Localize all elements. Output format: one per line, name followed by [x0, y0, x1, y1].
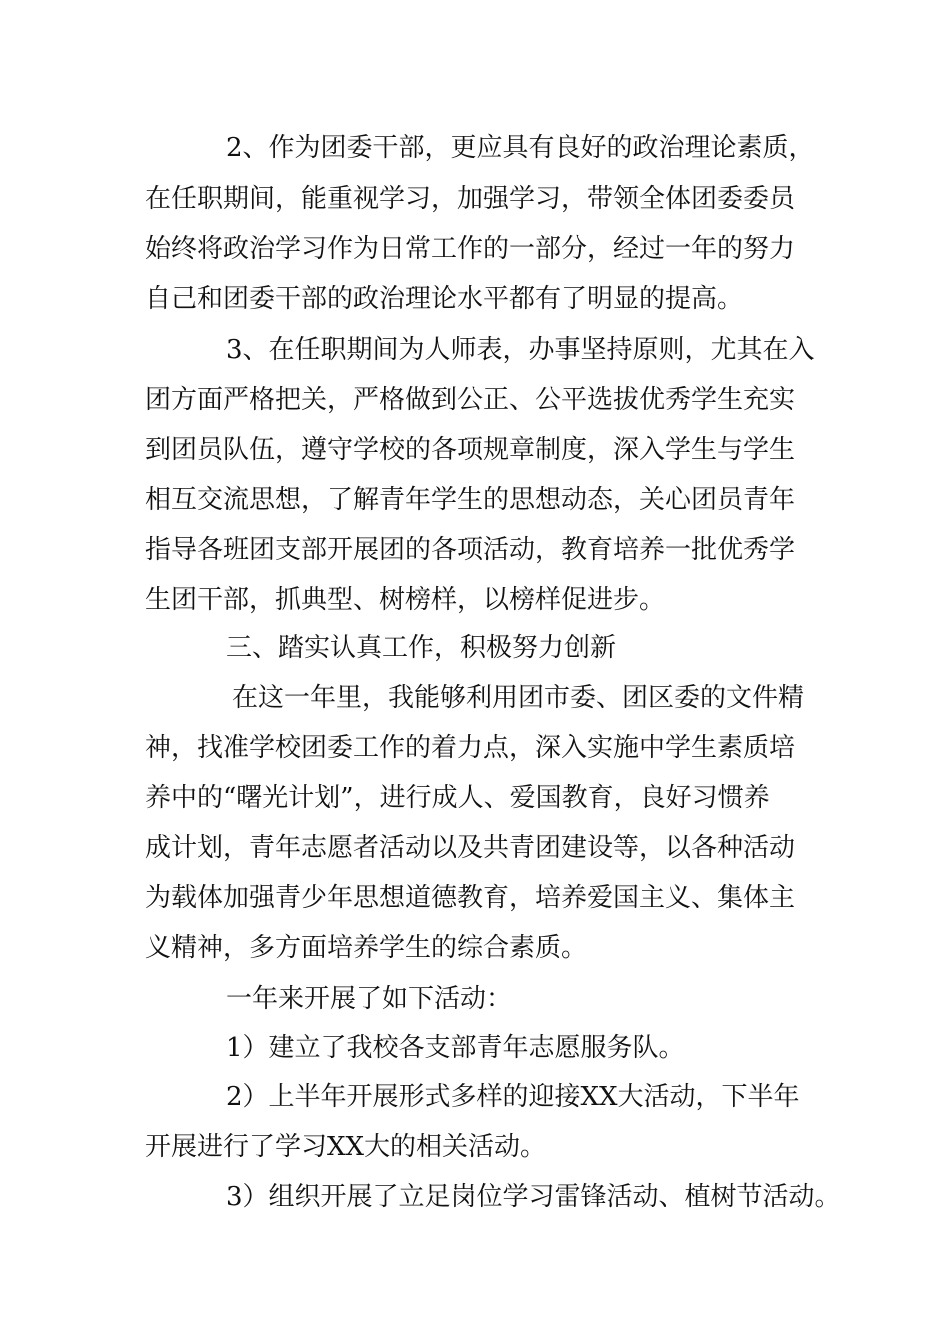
text-line-1: 2、作为团委干部，更应具有良好的政治理论素质，: [226, 133, 815, 163]
text-line-15: 成计划，青年志愿者活动以及共青团建设等，以各种活动: [145, 833, 796, 863]
list-item-2-cont: 开展进行了学习XX大的相关活动。: [145, 1132, 547, 1162]
text-line-4: 自己和团委干部的政治理论水平都有了明显的提高。: [145, 284, 744, 314]
text-line-2: 在任职期间，能重视学习，加强学习，带领全体团委委员: [145, 184, 796, 214]
text-line-16: 为载体加强青少年思想道德教育，培养爱国主义、集体主: [145, 883, 796, 913]
text-line-18: 一年来开展了如下活动：: [226, 984, 513, 1014]
text-line-10: 生团干部，抓典型、树榜样，以榜样促进步。: [145, 585, 666, 615]
list-item-2: 2）上半年开展形式多样的迎接XX大活动，下半年: [226, 1082, 800, 1112]
text-line-14: 养中的“曙光计划”，进行成人、爱国教育，良好习惯养: [145, 783, 770, 813]
list-item-1: 1）建立了我校各支部青年志愿服务队。: [226, 1033, 685, 1063]
section-heading: 三、踏实认真工作，积极努力创新: [226, 633, 617, 663]
text-line-13: 神，找准学校团委工作的着力点，深入实施中学生素质培: [145, 733, 796, 763]
text-line-3: 始终将政治学习作为日常工作的一部分，经过一年的努力: [145, 234, 796, 264]
text-line-12: 在这一年里，我能够利用团市委、团区委的文件精: [232, 683, 805, 713]
list-item-3: 3）组织开展了立足岗位学习雷锋活动、植树节活动。: [226, 1182, 841, 1212]
text-line-8: 相互交流思想，了解青年学生的思想动态，关心团员青年: [145, 485, 796, 515]
text-line-9: 指导各班团支部开展团的各项活动，教育培养一批优秀学: [145, 535, 796, 565]
text-line-7: 到团员队伍，遵守学校的各项规章制度，深入学生与学生: [145, 435, 796, 465]
text-line-5: 3、在任职期间为人师表，办事坚持原则，尤其在入: [226, 335, 815, 365]
text-line-6: 团方面严格把关，严格做到公正、公平选拔优秀学生充实: [145, 385, 796, 415]
text-line-17: 义精神，多方面培养学生的综合素质。: [145, 933, 588, 963]
